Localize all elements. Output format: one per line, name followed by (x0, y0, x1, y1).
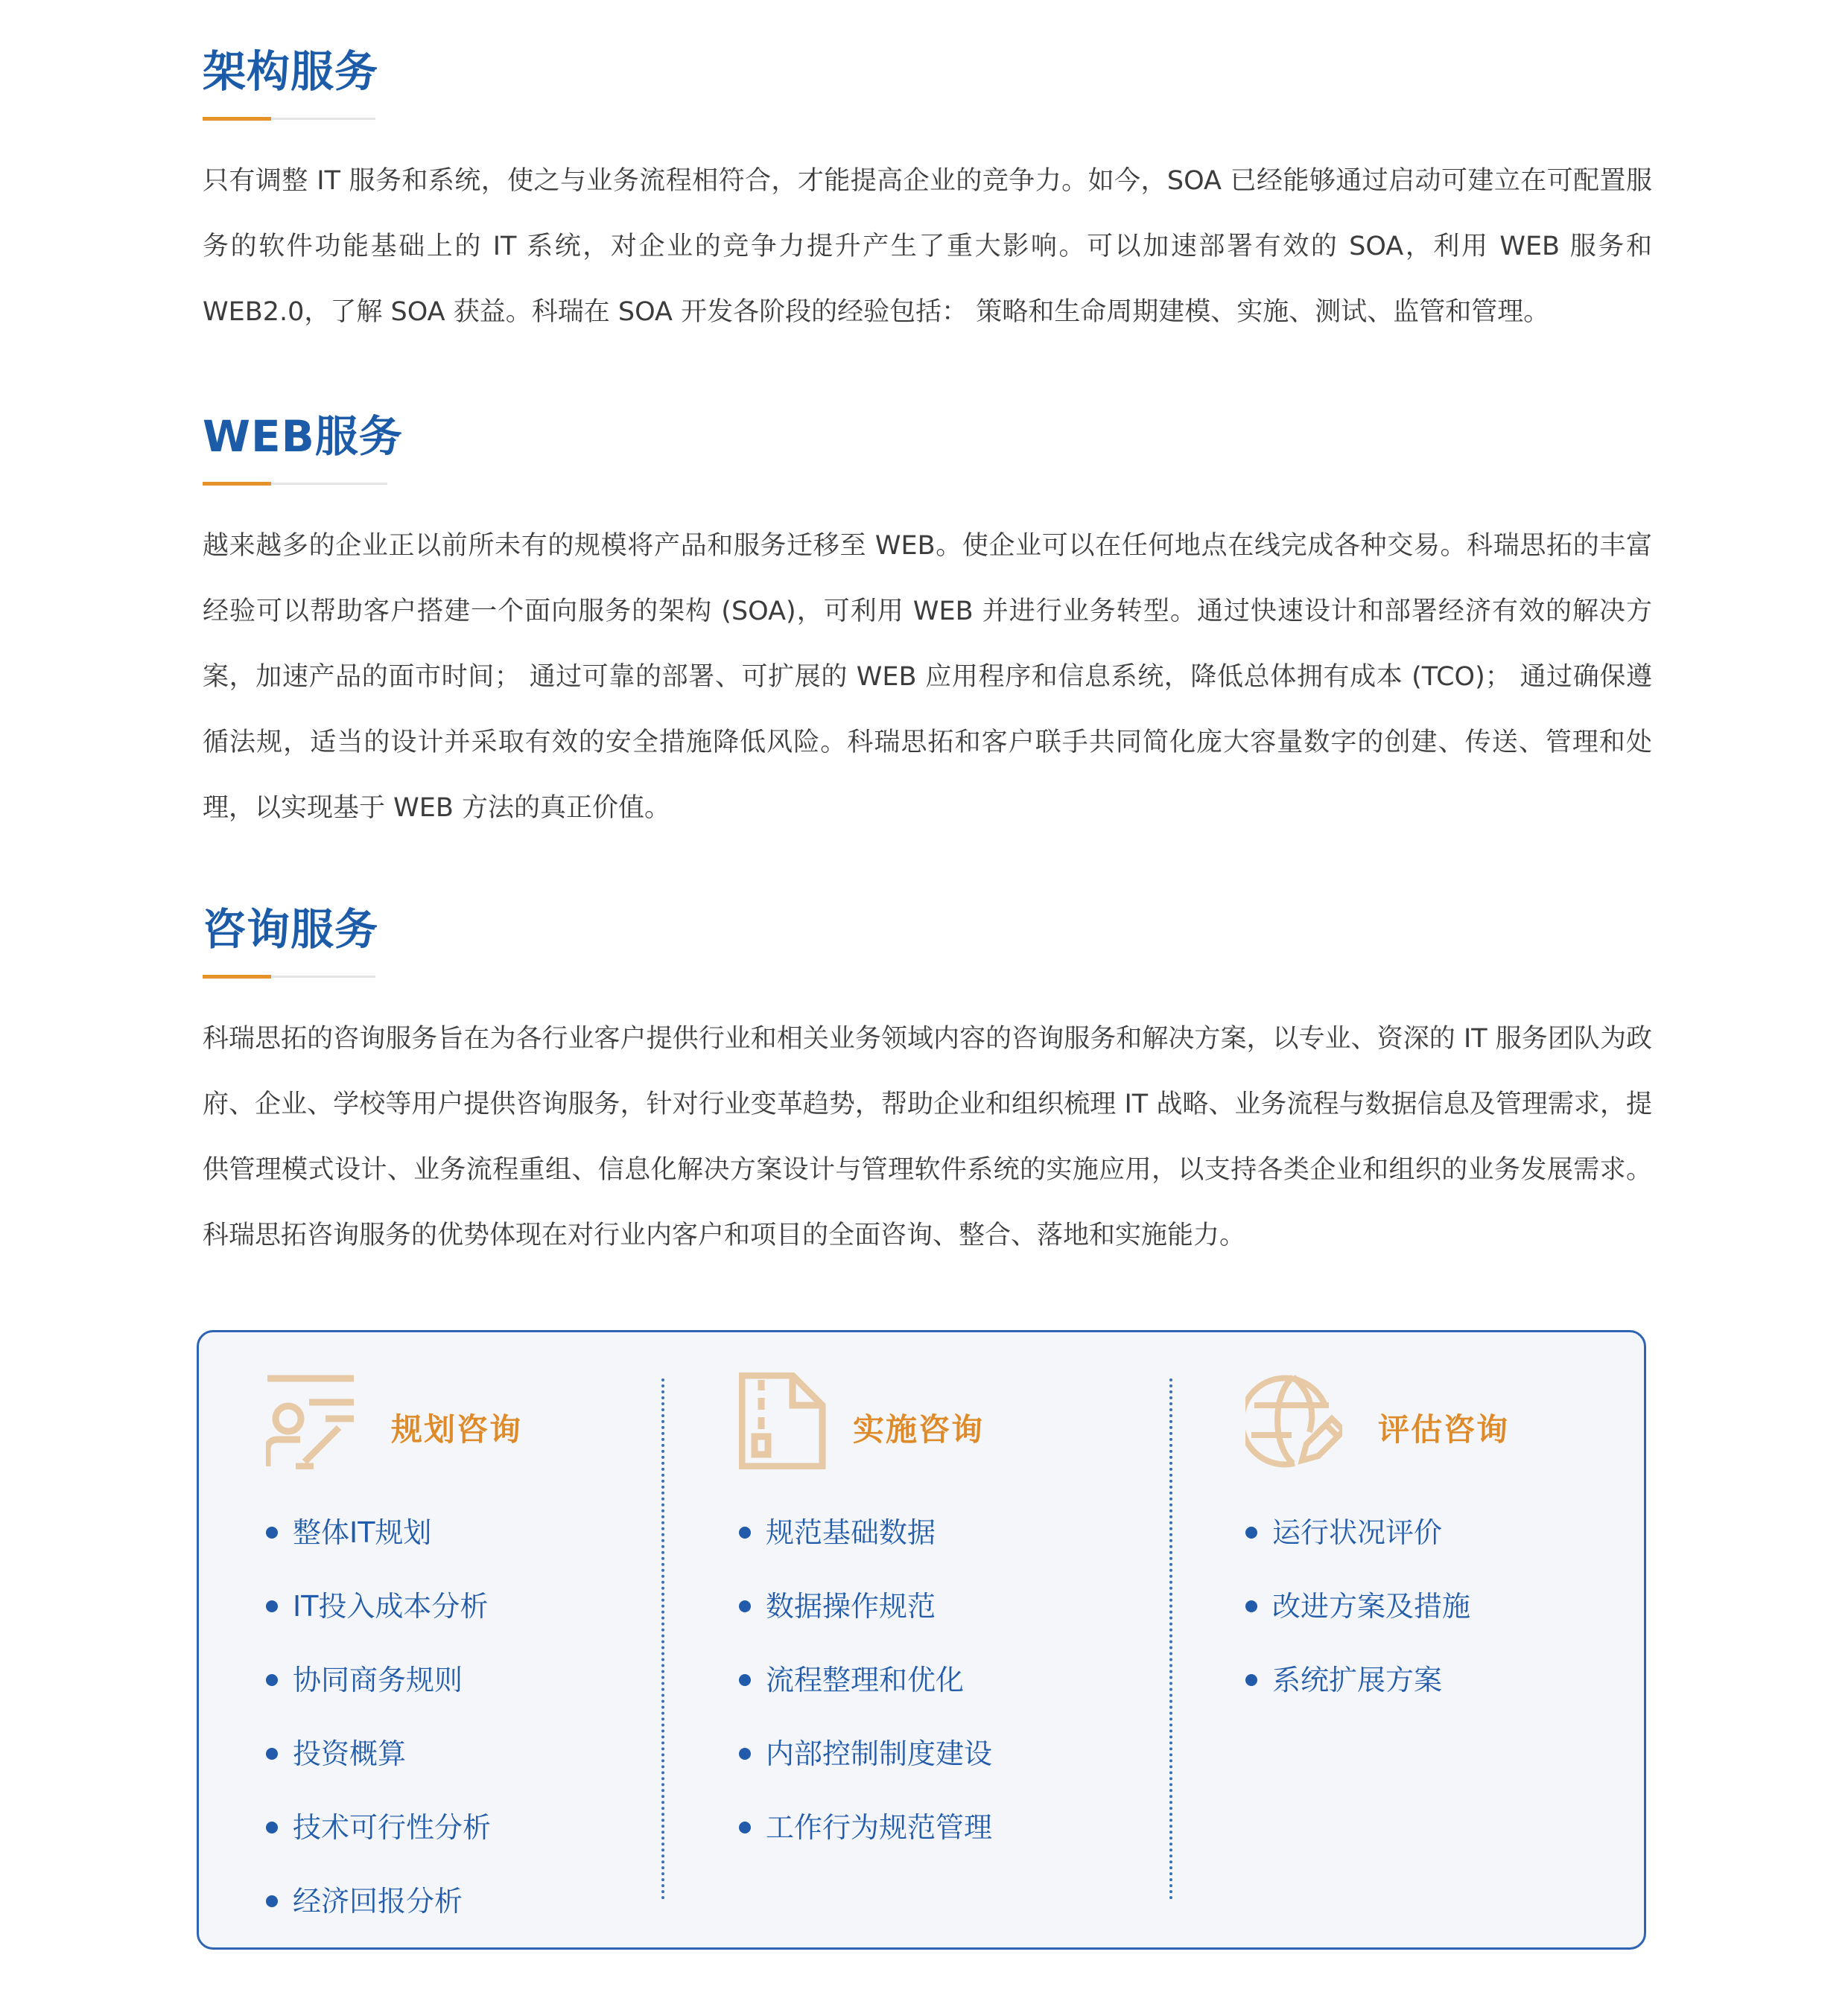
bullet-icon (266, 1748, 278, 1760)
title-underline (203, 118, 375, 120)
list-item (266, 1588, 491, 1661)
list-item-label: 经济回报分析 (293, 1885, 463, 1918)
list-item (266, 1735, 491, 1809)
planning-icon (266, 1373, 363, 1469)
column-divider (1169, 1378, 1172, 1900)
list-item (266, 1883, 491, 1956)
list-item (266, 1661, 491, 1735)
section-title-architecture: 架构服务 (203, 46, 379, 97)
bullet-icon (266, 1822, 278, 1833)
column-list (1245, 1514, 1470, 1735)
bullet-icon (1245, 1527, 1257, 1539)
bullet-icon (739, 1674, 751, 1686)
bullet-icon (739, 1527, 751, 1539)
title-underline-accent (203, 482, 271, 486)
section-text-consulting: 科瑞思拓的咨询服务旨在为各行业客户提供行业和相关业务领域内容的咨询服务和解决方案，以专业、资深的 IT 服务团队为政府、企业、学校等用户提供咨询服务，针对行业变革趋势，帮助企业和组织梳理 IT 战略、业务流程与数据信息及管理需求，提供管理模式设计、业务流程重组、信息化解决方案设计与管理软件系统的实施应用，以支持各类企业和组织的业务发展需求。科瑞思拓咨询服务的优势体现在对行业内客户和项目的全面咨询、整合、落地和实施能力。 (203, 1023, 1652, 1250)
list-item-label: 运行状况评价 (1272, 1516, 1443, 1549)
list-item-label: 内部控制制度建设 (766, 1737, 993, 1770)
list-item-label: 流程整理和优化 (766, 1664, 965, 1696)
column-title: 评估咨询 (1378, 1411, 1510, 1448)
list-item (1245, 1661, 1470, 1735)
column-header (739, 1373, 1156, 1469)
list-item-label: 数据操作规范 (766, 1590, 936, 1623)
column-title: 规划咨询 (391, 1411, 523, 1448)
list-item (266, 1514, 491, 1588)
column-list (739, 1514, 992, 1883)
section-web (203, 411, 1652, 841)
list-item-label: 系统扩展方案 (1272, 1664, 1443, 1696)
title-underline (203, 976, 375, 978)
column-title: 实施咨询 (853, 1411, 985, 1448)
list-item-label: 协同商务规则 (293, 1664, 463, 1696)
bullet-icon (739, 1748, 751, 1760)
list-item-label: 投资概算 (293, 1737, 407, 1770)
list-item-label: 规范基础数据 (766, 1516, 936, 1549)
bullet-icon (739, 1600, 751, 1612)
list-item-label: 工作行为规范管理 (766, 1811, 993, 1844)
column-header (266, 1373, 653, 1469)
list-item (739, 1588, 992, 1661)
bullet-icon (266, 1527, 278, 1539)
list-item (739, 1735, 992, 1809)
document-icon (739, 1373, 836, 1469)
list-item-label: 技术可行性分析 (293, 1811, 492, 1844)
title-underline-accent (203, 975, 271, 979)
section-consulting (203, 904, 1652, 1268)
title-underline (203, 483, 387, 485)
bullet-icon (1245, 1674, 1257, 1686)
list-item-label: 改进方案及措施 (1272, 1590, 1471, 1623)
list-item (739, 1809, 992, 1883)
list-item (739, 1661, 992, 1735)
section-text-web: 越来越多的企业正以前所未有的规模将产品和服务迁移至 WEB。使企业可以在任何地点在线完成各种交易。科瑞思拓的丰富经验可以帮助客户搭建一个面向服务的架构 (SOA)，可利用 WEB 并进行业务转型。通过快速设计和部署经济有效的解决方案，加速产品的面市时间； 通过可靠的部署、可扩展的 WEB 应用程序和信息系统，降低总体拥有成本 (TCO)； 通过确保遵循法规，适当的设计并采取有效的安全措施降低风险。科瑞思拓和客户联手共同简化庞大容量数字的创建、传送、管理和处理，以实现基于 WEB 方法的真正价值。 (203, 530, 1652, 823)
column-divider (661, 1378, 664, 1900)
column-header (1245, 1373, 1618, 1469)
card-column-planning (266, 1332, 653, 1947)
bullet-icon (739, 1822, 751, 1833)
list-item (1245, 1588, 1470, 1661)
section-title-consulting: 咨询服务 (203, 904, 379, 955)
section-title-web: WEB服务 (203, 411, 403, 462)
globe-edit-icon (1245, 1373, 1342, 1469)
column-list (266, 1514, 491, 1956)
bullet-icon (1245, 1600, 1257, 1612)
bullet-icon (266, 1600, 278, 1612)
list-item (1245, 1514, 1470, 1588)
card-column-assessment (1245, 1332, 1618, 1947)
consulting-card (197, 1330, 1646, 1950)
list-item (739, 1514, 992, 1588)
card-column-implementation (739, 1332, 1156, 1947)
section-architecture (203, 46, 1652, 345)
list-item (266, 1809, 491, 1883)
bullet-icon (266, 1895, 278, 1907)
list-item-label: 整体IT规划 (293, 1516, 432, 1549)
section-text-architecture: 只有调整 IT 服务和系统，使之与业务流程相符合，才能提高企业的竞争力。如今，SOA 已经能够通过启动可建立在可配置服务的软件功能基础上的 IT 系统，对企业的竞争力提升产生了重大影响。可以加速部署有效的 SOA，利用 WEB 服务和 WEB2.0，了解 SOA 获益。科瑞在 SOA 开发各阶段的经验包括： 策略和生命周期建模、实施、测试、监管和管理。 (203, 165, 1652, 327)
bullet-icon (266, 1674, 278, 1686)
title-underline-accent (203, 117, 271, 121)
list-item-label: IT投入成本分析 (293, 1590, 489, 1623)
